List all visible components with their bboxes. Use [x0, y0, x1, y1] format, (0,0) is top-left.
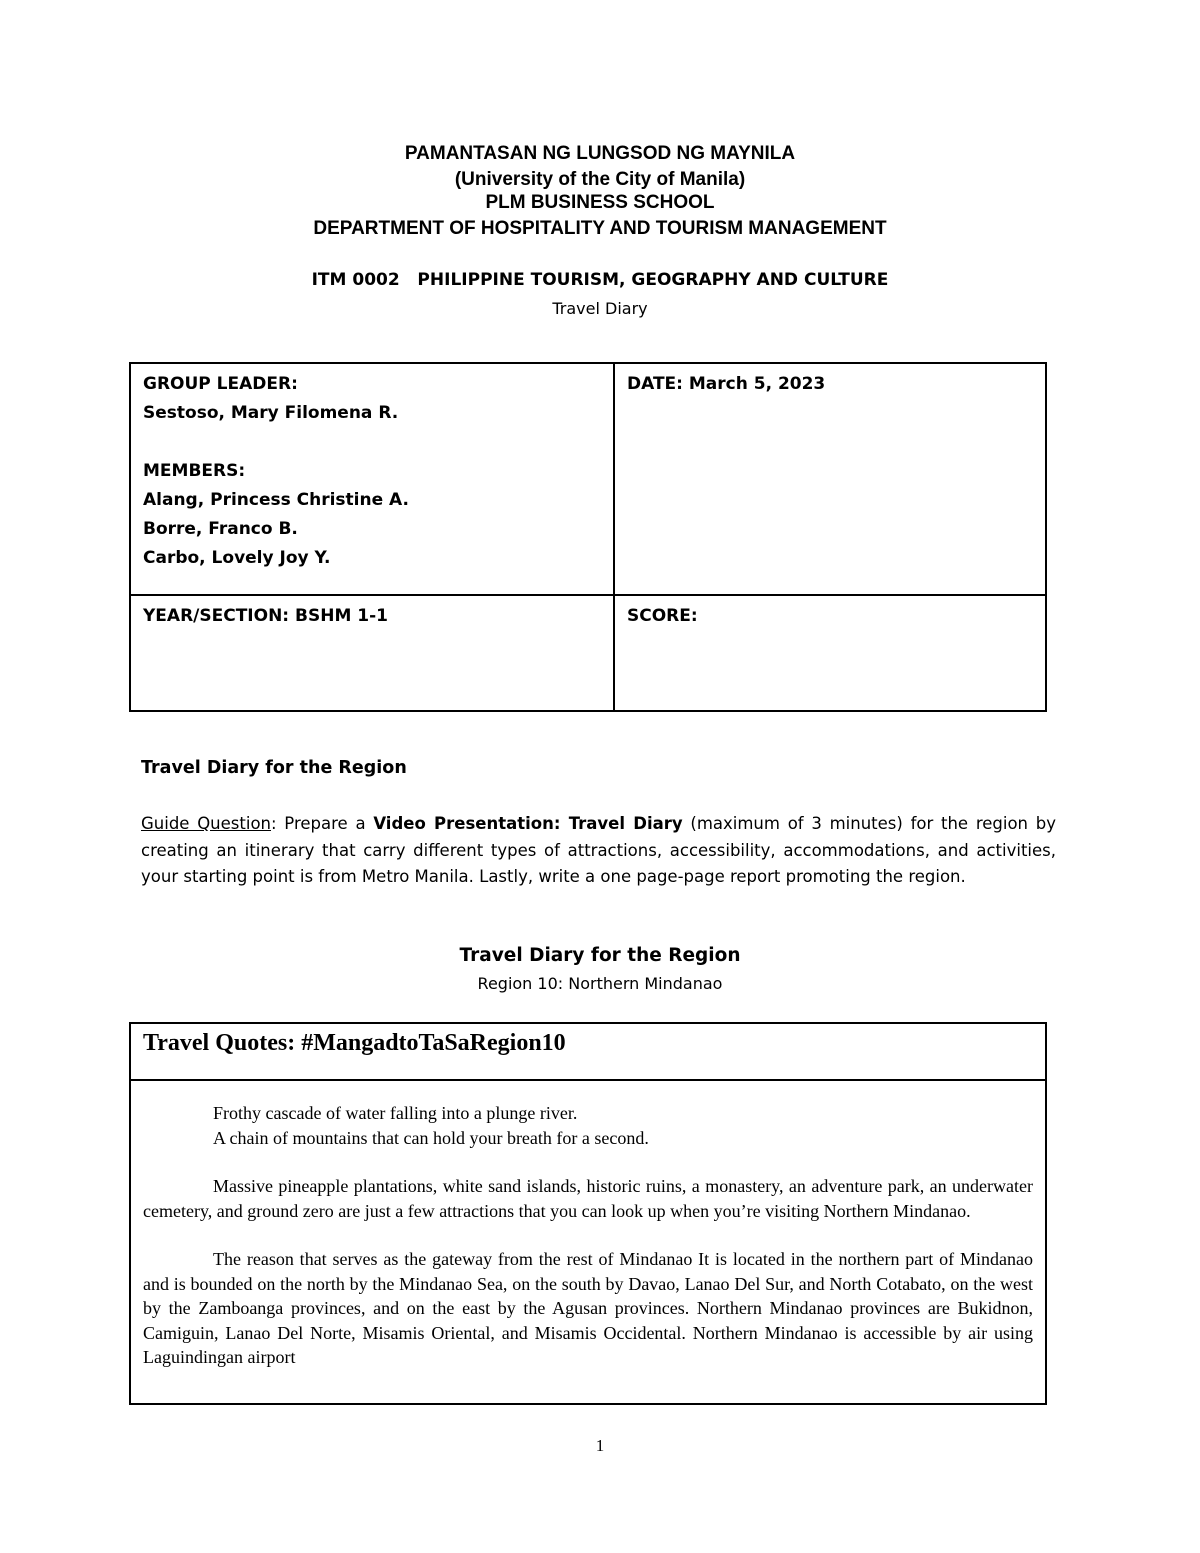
- member-name: Carbo, Lovely Joy Y.: [143, 548, 331, 568]
- activity-title: Travel Diary: [552, 299, 648, 318]
- member-name: Alang, Princess Christine A.: [143, 490, 409, 510]
- score-cell: [614, 595, 1046, 711]
- guide-question: Guide Question: Prepare a Video Presentation: Travel Diary (maximum of 3 minutes) for the region by creating an itinerary that carry different types of attractions, accessibility, accommodations, and activities, your starting point is from Metro Manila. Lastly, write a one page-page report promoting the region.: [141, 814, 1056, 886]
- group-info-table: [129, 362, 1047, 712]
- travel-quotes-heading: Travel Quotes: #MangadtoTaSaRegion10: [131, 1024, 1045, 1081]
- quote-line: Frothy cascade of water falling into a plunge river.: [213, 1103, 578, 1123]
- date-label: DATE: March 5, 2023: [627, 374, 826, 394]
- members-label: MEMBERS:: [143, 461, 246, 481]
- travel-quotes-body: [131, 1081, 1045, 1370]
- page-number: 1: [595, 1436, 605, 1455]
- year-section-label: YEAR/SECTION: BSHM 1-1: [143, 606, 389, 626]
- guide-label: Guide Question: [141, 814, 271, 833]
- group-leader-label: GROUP LEADER:: [143, 374, 298, 394]
- region-subtitle: Region 10: Northern Mindanao: [477, 974, 723, 993]
- section-title: Travel Diary for the Region: [141, 758, 407, 778]
- guide-bold-text: Video Presentation: Travel Diary: [373, 814, 683, 833]
- travel-quotes-box: [129, 1022, 1047, 1405]
- center-title: Travel Diary for the Region: [459, 945, 741, 966]
- university-english-name: (University of the City of Manila): [454, 169, 746, 190]
- quote-paragraph: Massive pineapple plantations, white sand islands, historic ruins, a monastery, an adventure park, an underwater cemetery, and ground zero are just a few attractions that you can look up when you’re visiting Northern Mindanao.: [143, 1176, 1033, 1221]
- school-name: PLM BUSINESS SCHOOL: [485, 192, 715, 213]
- course-title: ITM 0002 PHILIPPINE TOURISM, GEOGRAPHY AND CULTURE: [311, 270, 889, 290]
- group-cell: [130, 363, 614, 595]
- date-cell: [614, 363, 1046, 595]
- member-name: Borre, Franco B.: [143, 519, 298, 539]
- score-label: SCORE:: [627, 606, 698, 626]
- year-section-cell: [130, 595, 614, 711]
- group-leader-name: Sestoso, Mary Filomena R.: [143, 403, 399, 423]
- department-name: DEPARTMENT OF HOSPITALITY AND TOURISM MANAGEMENT: [313, 218, 887, 239]
- quote-line: A chain of mountains that can hold your breath for a second.: [213, 1127, 649, 1148]
- university-name: PAMANTASAN NG LUNGSOD NG MAYNILA: [404, 143, 796, 164]
- quote-paragraph: The reason that serves as the gateway from the rest of Mindanao It is located in the northern part of Mindanao and is bounded on the north by the Mindanao Sea, on the south by Davao, Lanao Del Sur, and North Cotabato, on the west by the Zamboanga provinces, and on the east by the Agusan provinces. Northern Mindanao provinces are Bukidnon, Camiguin, Lanao Del Norte, Misamis Oriental, and Misamis Occidental. Northern Mindanao is accessible by air using Laguindingan airport: [143, 1249, 1033, 1367]
